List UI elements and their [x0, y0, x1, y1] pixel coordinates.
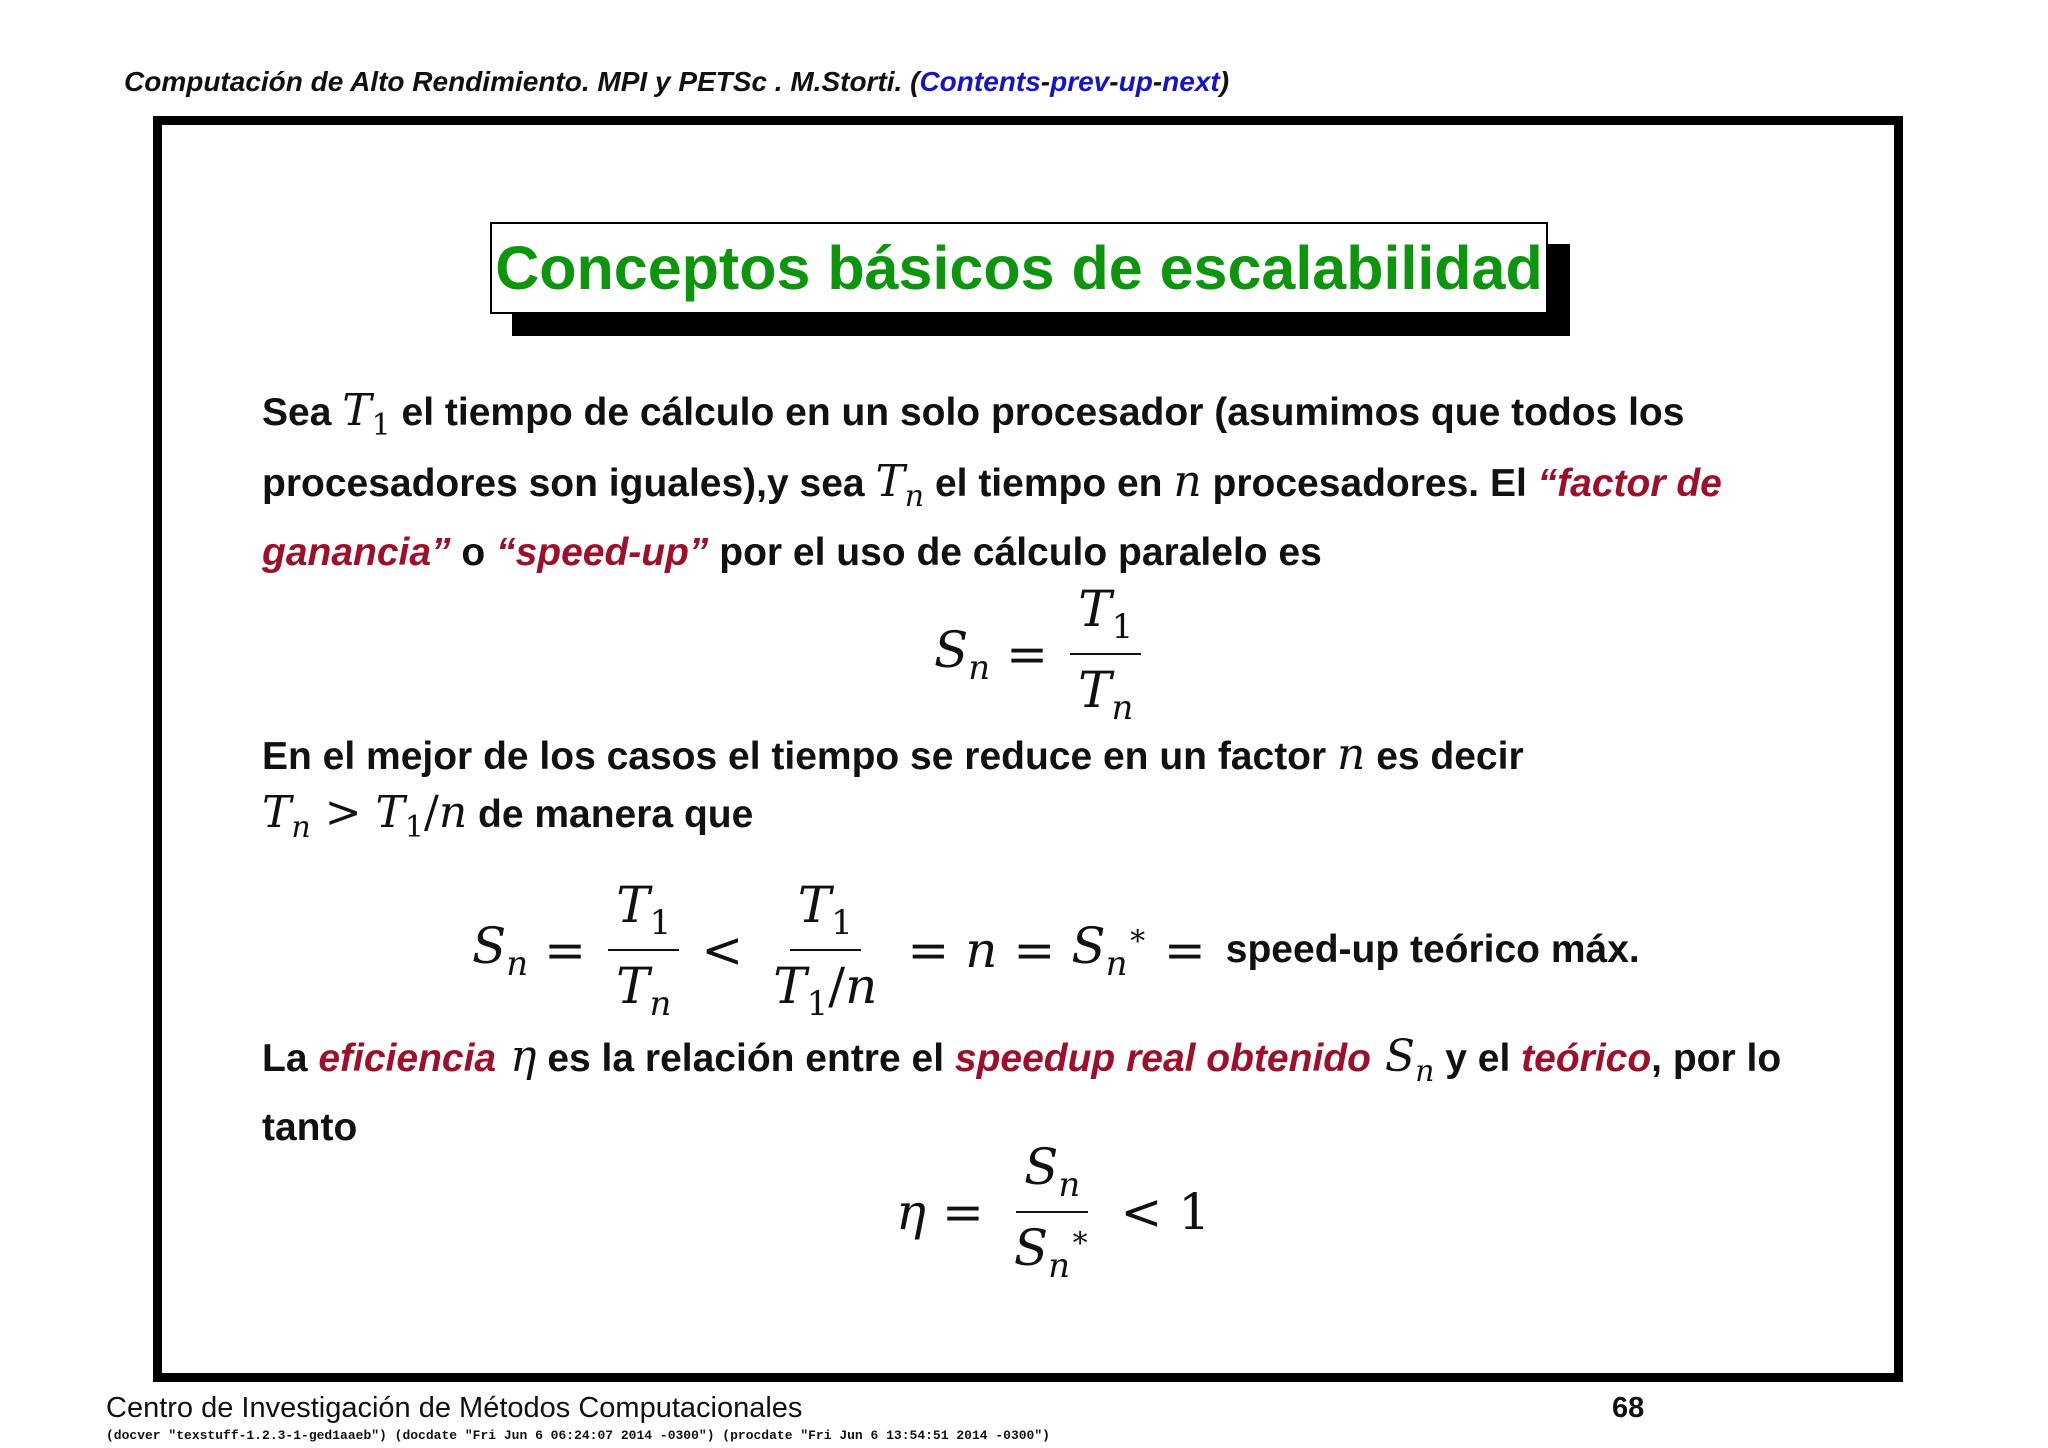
- header-close-paren: ): [1219, 66, 1230, 97]
- fraction: $\frac{T_1}{T_n}$: [608, 876, 679, 1024]
- fraction: $\frac{T_1}{T_1/n}$: [773, 876, 878, 1024]
- slide-title-box: [490, 222, 1548, 314]
- highlight-factor-ganancia: “factor de ganancia”: [262, 462, 1722, 574]
- math-eta: η: [496, 1031, 537, 1082]
- text-run: , por lo tanto: [262, 1037, 1782, 1149]
- text-run: el tiempo de cálculo en un solo procesador (asumimos que todos los procesadores son iguales),y sea: [262, 391, 1685, 505]
- text-run: es la relación entre el: [536, 1037, 955, 1080]
- math-t1: $T_1$: [342, 385, 391, 443]
- equation-speedup: $S_n$ = $\frac{T_1}{T_n}$: [934, 580, 1147, 728]
- math-inequality: $T_n > T_1/n$: [262, 787, 468, 845]
- text-run: el tiempo en: [924, 462, 1174, 505]
- link-prev[interactable]: prev: [1050, 66, 1110, 97]
- link-up[interactable]: up: [1118, 66, 1153, 97]
- highlight-teorico: teórico: [1521, 1037, 1652, 1080]
- slide-title: Conceptos básicos de escalabilidad: [490, 222, 1548, 314]
- text-run: y el: [1434, 1037, 1522, 1080]
- paragraph-efficiency: [262, 1029, 1822, 1156]
- text-run: de manera que: [467, 793, 754, 836]
- paragraph-speedup-definition: [262, 383, 1822, 581]
- link-separator: -: [1152, 66, 1163, 97]
- link-next[interactable]: next: [1162, 66, 1220, 97]
- link-separator: -: [1109, 66, 1119, 97]
- header-bar: [124, 66, 1229, 98]
- link-separator: -: [1040, 66, 1051, 97]
- math-n: n: [1337, 729, 1366, 780]
- text-run: En el mejor de los casos el tiempo se reduce en un factor: [262, 735, 1338, 778]
- equation-efficiency: η = $\frac{S_n}{S_n^∗}$ < 1: [896, 1138, 1211, 1286]
- math-sn: $S_n$: [1370, 1031, 1435, 1089]
- fraction: $\frac{T_1}{T_n}$: [1070, 580, 1141, 728]
- text-run: procesadores. El: [1201, 462, 1538, 505]
- highlight-speedup-real: speedup real obtenido: [954, 1037, 1371, 1080]
- text-run: o: [450, 531, 497, 574]
- paragraph-best-case: [262, 727, 1822, 856]
- fraction: $\frac{S_n}{S_n^∗}$: [1013, 1138, 1091, 1286]
- page-number: 68: [1612, 1392, 1645, 1424]
- math-tn: $T_n$: [875, 456, 925, 514]
- equation-label: speed-up teórico máx.: [1225, 928, 1640, 971]
- equation-theoretical-speedup: $S_n$ = $\frac{T_1}{T_n}$ < $\frac{T_1}{T_1/n}$ = n = $S_n^∗$ = speed-up teórico máx.: [472, 876, 1640, 1024]
- footer-institution: Centro de Investigación de Métodos Computacionales: [106, 1392, 803, 1424]
- footer-version-info: (docver "texstuff-1.2.3-1-ged1aaeb") (docdate "Fri Jun 6 06:24:07 2014 -0300") (procdate "Fri Jun 6 13:54:51 2014 -0300"): [106, 1428, 1050, 1443]
- header-text: Computación de Alto Rendimiento. MPI y PETSc . M.Storti. (: [124, 66, 920, 97]
- link-contents[interactable]: Contents: [919, 66, 1041, 97]
- text-run: La: [262, 1037, 319, 1080]
- math-n: n: [1173, 456, 1202, 507]
- highlight-speed-up: “speed-up”: [496, 531, 709, 574]
- text-run: por el uso de cálculo paralelo es: [708, 531, 1322, 574]
- highlight-eficiencia: eficiencia: [318, 1037, 497, 1080]
- text-run: Sea: [262, 391, 343, 434]
- text-run: es decir: [1365, 735, 1524, 778]
